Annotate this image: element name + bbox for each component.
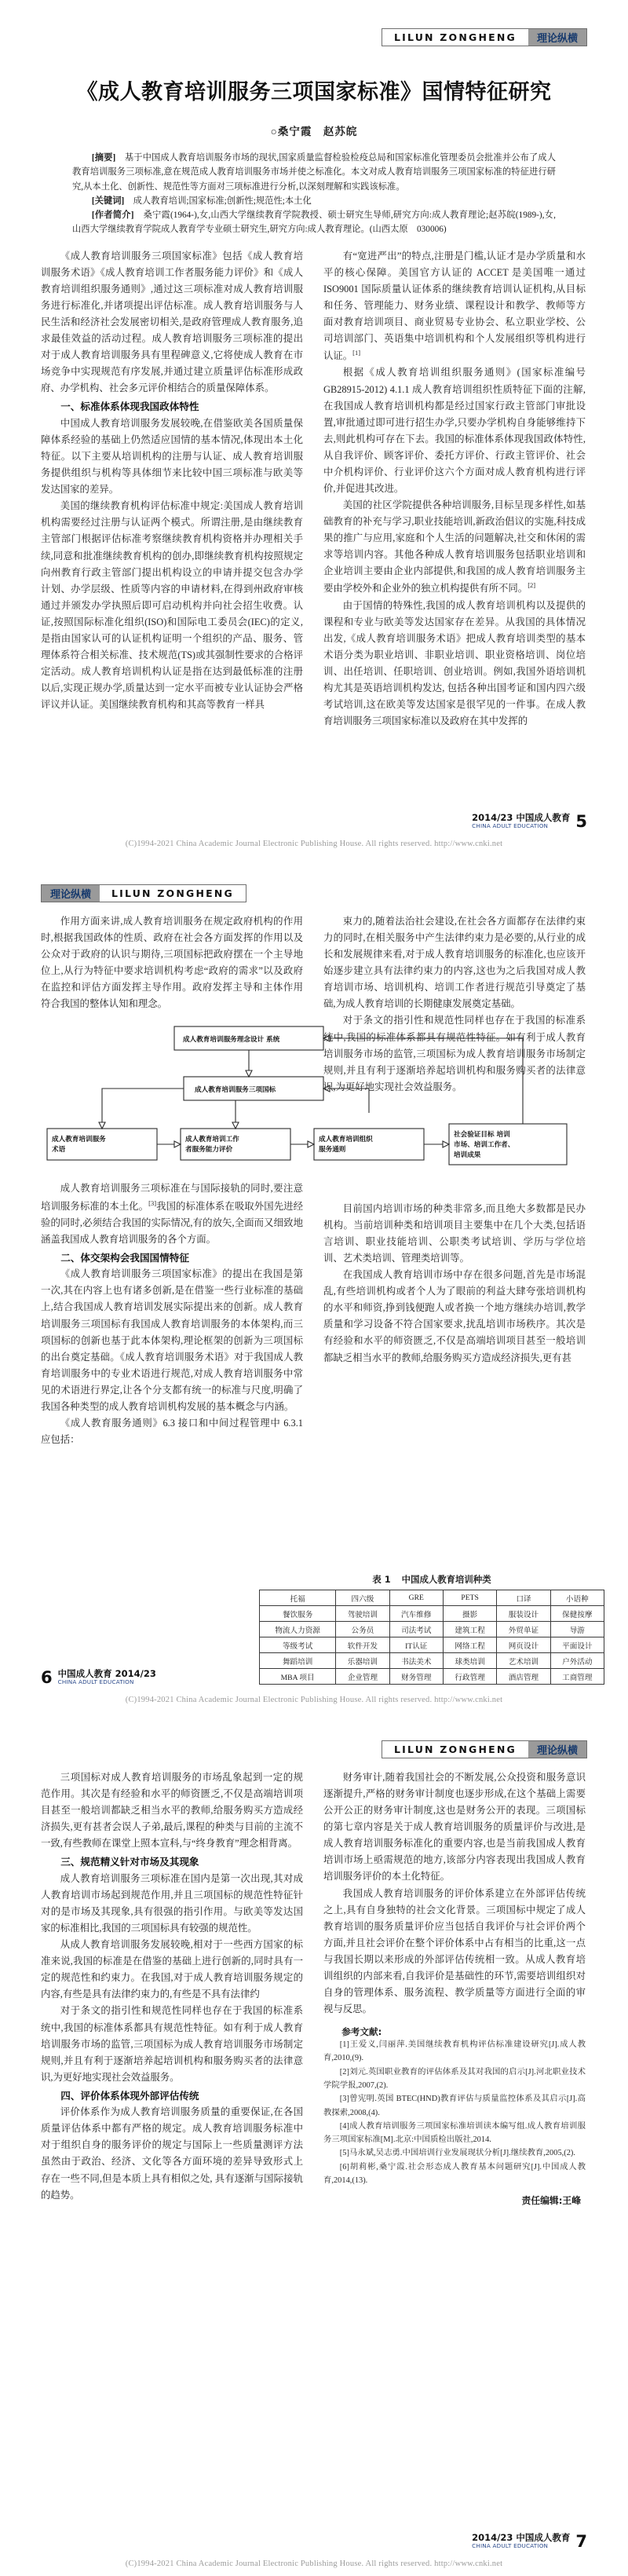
footer-journal-en: CHINA ADULT EDUCATION [57,1678,134,1685]
flow-box-2-label: 成人教育培训服务三项国标 [195,1086,276,1095]
table-cell: PETS [443,1590,496,1606]
page-3-footer [472,2533,587,2550]
references-list [323,2038,586,2187]
paragraph-text: 美国的社区学院提供各种培训服务,目标呈现多样性,如基础教育的补充与学习,职业技能培训,新政治倡议的实施,科技成果的推广与应用,家庭和个人生活的问题解决,社交和休闲的需求等培训内容。其他各种成人教育培训服务包括职业培训和企业培训主要由企业内部提供,和我国的成人教育培训服务主要由学校外和企业外的独立机构提供有所不同。 [323,499,586,595]
footer-issue: 2014/23 中国成人教育 [472,811,571,823]
table-region [259,1567,604,1685]
table-row [260,1669,604,1685]
flow-box-6-label-3: 培训成果 [454,1151,481,1160]
flow-box-4-label: 成人教育培训工作 [185,1136,239,1144]
table-cell: 餐饮服务 [260,1606,336,1622]
journal-banner-en: LILUN ZONGHENG [111,887,235,899]
paragraph: 财务审计,随着我国社会的不断发展,公众投资和服务意识逐渐提升,严格的财务审计制度也逐步形成,在这个基础上需要公开公正的财务审计制度,这也是财务公开的表现。三项国标的第七章内容是关于成人教育培训服务的质量评价与改进,是成人教育培训服务标准化的重要内容,也是当前我国成人教育培训市场上亟需规范的地方,该部分内容表现出我国成人教育培训服务评价的本土化特征。 [323,1772,586,1883]
reference-item: [4]成人教育培训服务三项国家标准培训读本编写组.成人教育培训服务三项国家标准[M].北京:中国质检出版社,2014. [323,2121,586,2145]
paragraph-text-2: 我国的标准体系在吸取外国先进经验的同时,必须结合我国的实际情况,有的放矢,全面而又细致地涵盖我国成人教育培训服务的各个方面。 [41,1200,304,1245]
abstract-label: [摘要] [91,153,116,163]
citation-marker: [2] [528,581,536,590]
paragraph: 对于条文的指引性和规范性同样也存在于我国的标准系统中,我国的标准体系都具有规范性特征。如有利于成人教育培训服务市场的监管,三项国标为成人教育培训服务市场制定规则,并且有利于逐渐培养起培训机构和服务购买者的法律意识,为更好地实现社会效益服务。 [41,2005,303,2083]
table-cell: 网络工程 [443,1637,496,1653]
table-cell: 等级考试 [260,1637,336,1653]
paragraph: 由于国情的特殊性,我国的成人教育培训机构以及提供的课程和专业与欧美等发达国家存在差异。从我国的具体情况出发,《成人教育培训服务术语》把成人教育培训类型的基本术语分类为职业培训、非职业培训、职业资格培训、岗位培训、出任培训、任职培训、创业培训。例如,我国外语培训机构尤其是英语培训机构发达, 包括各种出国考证和国内四六级考试培训,这在欧美等发达国家是很罕见的一件事。在成人教育培训服务三项国家标准以及政府在其中发挥的 [323,599,586,727]
article-title: 《成人教育培训服务三项国家标准》国情特征研究 [76,80,552,104]
paragraph: 对于条文的指引性和规范性同样也存在于我国的标准系统中,我国的标准体系都具有规范性特征。如有利于成人教育培训服务市场的监管,三项国标为成人教育培训服务市场制定规则,并且有利于逐渐培养起培训机构和服务购买者的法律意识,为更好地实现社会效益服务。 [323,1015,586,1092]
paragraph-text: 成人教育培训服务三项标准在与国际接轨的同时,要注意培训服务标准的本土化。 [41,1183,303,1212]
table-body [260,1590,604,1685]
table-cell: MBA 项目 [260,1669,336,1685]
flow-box-5-label: 成人教育培训组织 [319,1136,373,1144]
footer-issue: 2014/23 中国成人教育 [472,2531,571,2543]
paragraph: 从成人教育培训服务发展较晚,相对于一些西方国家的标准来说,我国的标准是在借鉴的基础上进行创新的,同时具有一定的规范性和约束力。在我国,对于成人教育培训服务规定的内容,有些是具有法律约束力的,有些是不具有法律约 [41,1939,303,2000]
table-cell: 工商管理 [550,1669,604,1685]
table-row [260,1637,604,1653]
table-cell: 舞蹈培训 [260,1653,336,1669]
table-caption-number: 表 1 [372,1574,391,1585]
table-caption-title: 中国成人教育培训种类 [401,1574,491,1585]
paragraph: 《成人教育培训服务三项国家标准》包括《成人教育培训服务术语》《成人教育培训工作者服务能力评价》和《成人教育培训组织服务通则》,通过这三项标准对成人教育培训服务进行标准化,并诸项提出评估标准。成人教育培训服务与人民生活和经济社会发展密切相关,是政府管理成人教育服务,追求最佳效益的活动过程。成人教育培训服务三项标准的提出对于成人教育培训服务具有里程碑意义,它将使成人教育在市场竞争中实现规范有序发展,并通过建立质量评估标准形成政府、办学机构、社会多元评价相结合的质量保障体系。 [41,250,303,394]
table-cell: IT认证 [389,1637,443,1653]
paragraph: 评价体系作为成人教育培训服务质量的重要保证,在各国质量评估体系中都有严格的规定。成人教育培训服务标准中对于组织自身的服务评价的规定与国际上一些质量测评方法虽然由于政治、经济、文化等各方面环境的差异导致形式上存在一些不同,但是本质上具有相似之处, 具有逐渐与国际接轨的趋势。 [41,2106,303,2201]
copyright-line: (C)1994-2021 China Academic Journal Electronic Publishing House. All rights reserved. http://www.cnki.net [125,2560,503,2568]
table-cell: 托福 [260,1590,336,1606]
page-3-column-right [323,1769,586,2207]
page-number: 6 [41,1668,53,1688]
body-text-block [41,1769,303,2204]
article-frontmatter [72,151,556,237]
paragraph: 我国成人教育培训服务的评价体系建立在外部评估传统之上,具有自身独特的社会文化背景。三项国标中规定了成人教育培训的服务质量评价应当包括自我评价与社会评价两个方面,并且社会评价在整个评价体系中占有相当的比重,这一点与我国长期以来形成的外部评估传统相一致。从成人教育培训组织的内部来看,自我评价是基础性的环节,需要培训组织对自身的管理体系、服务流程、教学质量等方面进行全面的审视与反思。 [323,1887,586,2015]
reference-item: [3]曾宪明.英国 BTEC(HND)教育评估与质量监控体系及其启示[J].高教探索,2008,(4). [323,2095,586,2117]
table-cell: 行政管理 [443,1669,496,1685]
section-heading-1: 一、标准体系体现我国政体特性 [60,401,199,413]
table-cell: 企业管理 [336,1669,389,1685]
flow-box-3-label: 成人教育培训服务 [52,1136,106,1144]
table-cell: 建筑工程 [443,1622,496,1637]
flow-box-1-label: 成人教育培训服务理念设计 系统 [183,1036,280,1045]
keywords-label: [关键词] [91,196,125,206]
table-row [260,1622,604,1637]
page-2-column-right [323,913,586,1448]
footer-issue: 中国成人教育 2014/23 [57,1667,156,1679]
paragraph: 束力的,随着法治社会建设,在社会各方面都存在法律约束力的同时,在相关服务中产生法律约束力是必要的,从行业的成长和发展规律来看,对于成人教育培训服务的标准化,也应该开始逐步建立具有法律约束力的内容,这也为之后我国对成人教育培训市场、培训机构、培训工作者进行规范引导奠定了基础,为成人教育培训的长期健康发展奠定基础。 [323,916,586,1010]
paragraph [323,497,586,598]
journal-banner-en: LILUN ZONGHENG [393,1744,517,1755]
paragraph: 《成人教育培训服务三项国家标准》的提出在我国是第一次,其在内容上也有诸多创新,是在借鉴一些行业标准的基础上,结合我国成人教育培训发展实际提出来的创新。成人教育培训服务三项国标有我国成人教育培训服务的本体架构,而三项国标的创新也基于此本体架构,理论框架的创新为三项国标的出台奠定基础。《成人教育培训服务术语》对于我国成人教育培训服务中的专业术语进行规范,对成人教育培训服务中常见的术语进行界定,让各个分支都有统一的标准与尺度,明确了我国各种类型的成人教育培训机构发展的基本概念与内涵。 [41,1268,303,1412]
copyright-line: (C)1994-2021 China Academic Journal Electronic Publishing House. All rights reserved. http://www.cnki.net [125,1696,503,1704]
spacer [323,2018,586,2022]
page-2-footer [41,1669,156,1686]
body-text-block [323,1201,586,1367]
article-authors: ○桑宁霞 赵苏皖 [270,126,358,137]
paragraph: 目前国内培训市场的种类非常多,而且绝大多数都是民办机构。当前培训种类和培训项目主要集中在几个大类,包括语言培训、职业技能培训、公职类考试培训、学历与学位培训、艺术类培训、管理类培训等。 [323,1202,586,1264]
page-number: 5 [575,812,587,832]
footer-journal-en: CHINA ADULT EDUCATION [472,821,549,829]
paragraph: 美国的继续教育机构评估标准中规定:美国成人教育培训机构需要经过注册与认证两个模式。所谓注册,是由继续教育主管部门根据评估标准考察继续教育机构资格并办理相关手续,同意和批准继续教育机构的创办,即继续教育机构按照规定向州教育行政主管部门提出机构设立的申请并提交包含办学计划、办学层级、性质等内容的申请材料,在得到州政府审核通过并颁发办学执照后即可启动机构并向社会招生收费。认证,按照国际标准化组织(ISO)和国际电工委员会(IEC)的定义,是指由国家认可的认证机构证明一个组织的产品、服务、管理体系符合相关标准、技术规范(TS)或其强制性要求的合格评定活动。成人教育培训机构认证是指在达到最低标准的注册以后,实现正规办学,质量达到一定水平而被专业认证协会严格评议并认证。美国继续教育机构和其高等教育一样具 [41,500,303,711]
table-cell: 球类培训 [443,1653,496,1669]
section-heading-3: 三、规范精义针对市场及其现象 [60,1856,199,1868]
page-1-column-right [323,248,586,730]
page-number: 7 [575,2532,587,2552]
table-cell: 摄影 [443,1606,496,1622]
table-cell: 驾驶培训 [336,1606,389,1622]
page-1 [0,0,628,856]
section-heading-4: 四、评价体系体现外部评估传统 [60,2089,199,2102]
journal-banner-cn: 理论纵横 [42,885,100,902]
paragraph: 作用方面来讲,成人教育培训服务在规定政府机构的作用时,根据我国政体的性质、政府在社会各方面发挥的作用以及公众对于政府的认识与期待,三项国标把政府摆在一个主导地位上,从行为特征中要求培训机构考虑“政府的需求”以及政府在监控和评估方面发挥主导作用。政府发挥主导和主体作用符合我国的整体认知和理念。 [41,916,303,1010]
bio-paragraph [72,208,556,237]
table-caption [259,1573,604,1586]
page-2-columns [41,913,587,1448]
journal-banner-en: LILUN ZONGHENG [393,31,517,43]
table-cell: 导游 [550,1622,604,1637]
table-cell: 户外活动 [550,1653,604,1669]
table-cell: 软件开发 [336,1637,389,1653]
table-cell: 网页设计 [497,1637,550,1653]
table-cell: 保健按摩 [550,1606,604,1622]
flow-box-6-label: 社会验证目标 培训 [454,1131,510,1140]
references-heading: 参考文献: [341,2026,382,2038]
flow-box-5-label-2: 服务通则 [319,1146,346,1154]
flow-box-3-label-2: 术语 [52,1146,66,1154]
page-1-column-left [41,248,303,730]
copyright-line: (C)1994-2021 China Academic Journal Electronic Publishing House. All rights reserved. http://www.cnki.net [125,840,503,848]
bio-text: 桑宁霞(1964-),女,山西大学继续教育学院教授、硕士研究生导师,研究方向:成人教育理论;赵苏皖(1989-),女,山西大学继续教育学院成人教育学专业硕士研究生,研究方向:成人教育理论。(山西太原 030006) [72,210,556,235]
training-types-table [259,1590,604,1685]
paragraph: 三项国标对成人教育培训服务的市场乱象起到一定的规范作用。其次是有经验和水平的师资匮乏,不仅是高端培训项目甚至一般培训都缺乏相当水平的教师,给服务购买方造成经济损失,更有甚者会误人子弟,最后,课程的种类与目前的主流不一致,有些教师在课堂上照本宣科,与“终身教育”理念相背离。 [41,1772,303,1850]
bio-label: [作者简介] [91,210,134,221]
journal-banner [382,28,587,46]
page-1-columns [41,248,587,730]
paragraph [41,1180,303,1247]
abstract-text: 基于中国成人教育培训服务市场的现状,国家质量监督检验检疫总局和国家标准化管理委员会批准并公布了成人教育培训服务三项标准,意在规范成人教育培训服务市场并使之标准化。本文对成人教育培训服务三项国家标准的特征进行研究,从本土化、创新性、规范性等方面对三项标准进行分析,以深刻理解和实践该标准。 [72,153,556,192]
journal-banner-cn: 理论纵横 [528,1741,586,1758]
table-cell: 公务员 [336,1622,389,1637]
reference-item: [2]刘元.英国职业教育的评估体系及其对我国的启示[J].河北职业技术学院学报,2007,(2). [323,2067,586,2090]
paragraph [323,248,586,365]
reference-item: [6]胡莉彬,桑宁霞.社会形态成人教育基本问题研究[J].中国成人教育,2014,(13). [323,2162,586,2185]
paragraph: 中国成人教育培训服务发展较晚,在借鉴欧美各国质量保障体系经验的基础上仍然适应国情的基本情况,体现出本土化特征。以下主要从培训机构的注册与认证、成人教育培训服务提供组织与机构等具体细节来比较中国三项标准与欧美等发达国家的差异。 [41,417,303,496]
table-cell: 服装设计 [497,1606,550,1622]
table-cell: 司法考试 [389,1622,443,1637]
keywords-paragraph [72,194,556,208]
table-row [260,1606,604,1622]
page-3-header [41,1712,587,1758]
paragraph: 根据《成人教育培训组织服务通则》(国家标准编号 GB28915-2012) 4.1.1 成人教育培训组织性质特征下面的注解,在我国成人教育培训机构都是经过国家行政主管部门审批设置,审批通过即可进行招生办学,只要办学机构自身能够维持下去,则此机构可存在下去。我国的标准体系体现我国政体特性,从自我评价、顾客评价、委托方评价、行政主管评价、社会中介机构评价、行业评价这六个方面对成人教育机构进行评价,并促进其改进。 [323,367,586,494]
table-cell: 乐器培训 [336,1653,389,1669]
table-row [260,1590,604,1606]
responsible-editor: 责任编辑:王峰 [521,2195,581,2207]
body-text-block [41,248,303,714]
reference-item: [5]马永斌,吴志勇.中国培训行业发展现状分析[J].继续教育,2005,(2). [339,2149,575,2158]
keywords-text: 成人教育培训;国家标准;创新性;规范性;本土化 [133,196,312,206]
paragraph: 在我国成人教育培训市场中存在很多问题,首先是市场混乱,有些培训机构或者个人为了眼前的利益大肆夸张培训机构的水平和师资,挣到钱便跑人或者换一个地方继续办培训,教学质量和学习设备不符合国家要求,扰乱培训市场秩序。其次是有经验和水平的师资匮乏,不仅是高端培训项目甚至一般培训都缺乏相当水平的教师,给服务购买方造成经济损失,更有甚 [323,1269,586,1363]
citation-marker: [3] [148,1198,157,1207]
table-cell: 汽车维修 [389,1606,443,1622]
page-2 [0,856,628,1712]
journal-banner [41,884,246,902]
journal-banner-cn: 理论纵横 [528,29,586,46]
page-1-footer [472,813,587,830]
section-heading-2: 二、体交架构会我国国情特征 [60,1251,189,1264]
table-cell: 口译 [497,1590,550,1606]
table-cell: 书法美术 [389,1653,443,1669]
page-3-column-left [41,1769,303,2207]
table-row [260,1653,604,1669]
flow-box-6-label-2: 市场、培训工作者、 [454,1141,515,1150]
table-cell: 四六级 [336,1590,389,1606]
body-text-block [41,913,303,1012]
table-cell: 物流人力资源 [260,1622,336,1637]
page-3 [0,1712,628,2576]
table-cell: 平面设计 [550,1637,604,1653]
page-3-columns [41,1769,587,2207]
body-text-block [41,1180,303,1448]
table-cell: 外贸单证 [497,1622,550,1637]
table-cell: GRE [389,1590,443,1606]
reference-item: [1]王爱义,闫丽萍.美国继续教育机构评估标准建设研究[J].成人教育,2010,(9). [323,2040,586,2063]
abstract-paragraph [72,151,556,194]
footer-journal-en: CHINA ADULT EDUCATION [472,2541,549,2549]
page-2-header [41,856,587,902]
journal-banner [382,1740,587,1758]
table-cell: 艺术培训 [497,1653,550,1669]
table-cell: 酒店管理 [497,1669,550,1685]
page-1-header [41,0,587,46]
paragraph: 成人教育培训服务三项标准在国内是第一次出现,其对成人教育培训市场起到规范作用,并且三项国标的规范性特征针对的是市场及其现象,具有很强的指引作用。与欧美等发达国家的标准相比,我国的三项国标具有较强的规范性。 [41,1872,303,1934]
paragraph-text: 有“宽进严出”的特点,注册是门槛,认证才是办学质量和水平的核心保障。美国官方认证的 ACCET 是美国唯一通过 ISO9001 国际质量认证体系的继续教育培训认证机构,从目标和任务、管理能力、财务业绩、课程设计和教学、教师等方面对教育培训项目、商业贸易专业协会、私立职业学校、公司培训部门、英语集中培训机构和个人发展组织等机构进行认证。 [323,250,586,362]
paragraph: 《成人教育服务通则》6.3 接口和中间过程管理中 6.3.1 应包括： [41,1418,303,1446]
table-cell: 财务管理 [389,1669,443,1685]
body-text-block [323,1769,586,2018]
body-text-block [323,248,586,730]
flow-box-4-label-2: 者服务能力评价 [185,1146,233,1154]
table-cell: 小语种 [550,1590,604,1606]
citation-marker: [1] [352,349,361,357]
